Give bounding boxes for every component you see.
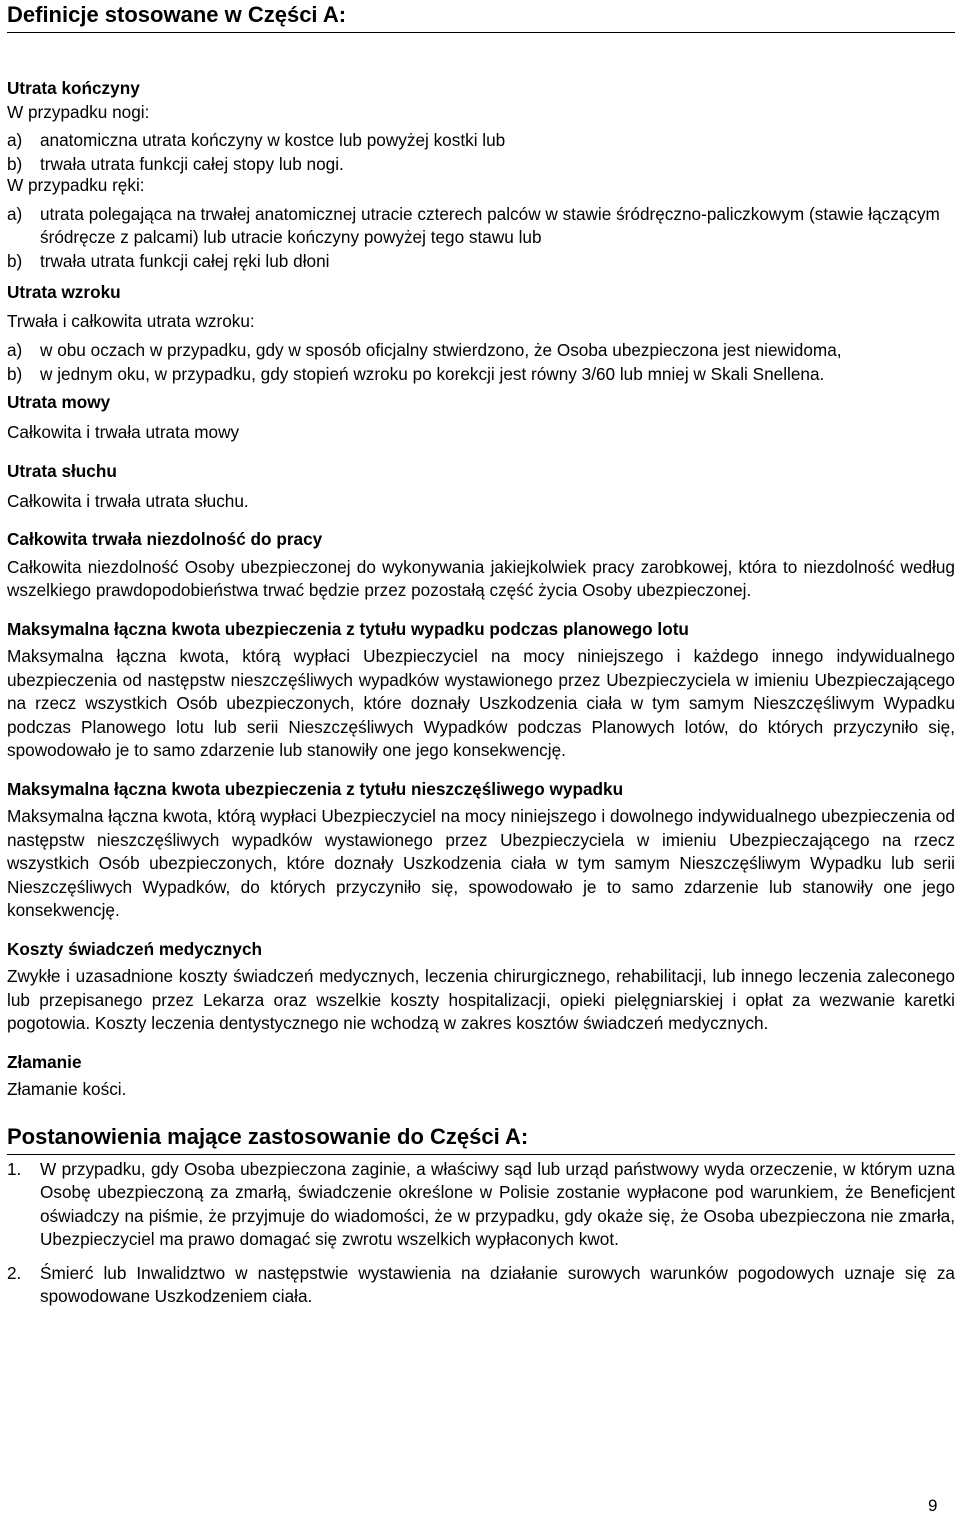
list-label: b) bbox=[7, 250, 23, 271]
list-text: utrata polegająca na trwałej anatomicznej utracie czterech palców w stawie śródręczno-paliczkowym (stawie łączącym śródręcze z palcami) lub utracie kończyny powyżej tego stawu lub bbox=[40, 203, 940, 247]
numbered-item bbox=[7, 1262, 955, 1309]
flight-title: Maksymalna łączna kwota ubezpieczenia z tytułu wypadku podczas planowego lotu bbox=[7, 618, 689, 639]
list-text: w jednym oku, w przypadku, gdy stopień wzroku po korekcji jest równy 3/60 lub mniej w Skali Snellena. bbox=[40, 363, 825, 384]
accident-title: Maksymalna łączna kwota ubezpieczenia z tytułu nieszczęśliwego wypadku bbox=[7, 778, 624, 799]
item-number: 1. bbox=[7, 1158, 22, 1179]
hand-intro: W przypadku ręki: bbox=[7, 175, 145, 195]
document-page bbox=[7, 0, 955, 1309]
list-label: b) bbox=[7, 363, 23, 384]
item-text: Śmierć lub Inwalidztwo w następstwie wystawienia na działanie surowych warunków pogodowych uznaje się za spowodowane Uszkodzeniem ciała. bbox=[40, 1262, 955, 1306]
list-label: a) bbox=[7, 203, 23, 224]
list-item bbox=[7, 203, 955, 250]
medical-title: Koszty świadczeń medycznych bbox=[7, 938, 263, 959]
disability-text: Całkowita niezdolność Osoby ubezpieczonej do wykonywania jakiejkolwiek pracy zarobkowej, która to niezdolność według wszelkiego prawdopodobieństwa trwać będzie przez pozostałą część życia Osoby ubezpieczonej. bbox=[7, 556, 955, 600]
speech-text: Całkowita i trwała utrata mowy bbox=[7, 421, 240, 442]
list-item bbox=[7, 339, 955, 363]
definitions-heading: Definicje stosowane w Części A: bbox=[7, 2, 347, 27]
list-label: a) bbox=[7, 130, 23, 150]
sight-intro: Trwała i całkowita utrata wzroku: bbox=[7, 310, 255, 331]
disability-title: Całkowita trwała niezdolność do pracy bbox=[7, 529, 323, 549]
list-text: trwała utrata funkcji całej stopy lub nogi. bbox=[40, 153, 344, 174]
list-item bbox=[7, 363, 955, 387]
list-item bbox=[7, 250, 955, 274]
limb-title: Utrata kończyny bbox=[7, 78, 140, 98]
numbered-item bbox=[7, 1158, 955, 1252]
hearing-text: Całkowita i trwała utrata słuchu. bbox=[7, 490, 249, 511]
list-item bbox=[7, 129, 955, 153]
accident-text: Maksymalna łączna kwota, którą wypłaci Ubezpieczyciel na mocy niniejszego i dowolnego indywidualnego ubezpieczenia od następstw nieszczęśliwych wypadków wystawionego przez Ubezpieczyciela w imieniu Ubezpieczającego na rzecz wszystkich Osób ubezpieczonych, które doznały Uszkodzenia ciała w tym samym Nieszczęśliwym Wypadku lub serii Nieszczęśliwych Wypadków, do których przyczyniło się, spowodowało je to samo zdarzenie lub stanowiły one jego konsekwencję. bbox=[7, 806, 955, 920]
list-text: trwała utrata funkcji całej ręki lub dłoni bbox=[40, 250, 330, 271]
heading-rule bbox=[7, 1154, 955, 1155]
list-text: anatomiczna utrata kończyny w kostce lub powyżej kostki lub bbox=[40, 130, 506, 150]
provisions-heading: Postanowienia mające zastosowanie do Części A: bbox=[7, 1123, 529, 1149]
speech-title: Utrata mowy bbox=[7, 392, 111, 412]
list-text: w obu oczach w przypadku, gdy w sposób oficjalny stwierdzono, że Osoba ubezpieczona jest niewidoma, bbox=[40, 340, 842, 360]
list-item bbox=[7, 153, 955, 177]
fracture-text: Złamanie kości. bbox=[7, 1079, 127, 1099]
list-label: b) bbox=[7, 153, 23, 174]
leg-intro: W przypadku nogi: bbox=[7, 101, 150, 122]
medical-text: Zwykłe i uzasadnione koszty świadczeń medycznych, leczenia chirurgicznego, rehabilitacji, lub innego leczenia zaleconego lub przepisanego przez Lekarza oraz wszelkie koszty hospitalizacji, opieki pielęgniarskiej i opłat za wezwanie karetki pogotowia. Koszty leczenia dentystycznego nie wchodzą w zakres kosztów świadczeń medycznych. bbox=[7, 966, 955, 1033]
item-text: W przypadku, gdy Osoba ubezpieczona zaginie, a właściwy sąd lub urząd państwowy wyda orzeczenie, w którym uzna Osobę ubezpieczoną za zmarłą, świadczenie określone w Polisie zostanie wypłacone pod warunkiem, że Beneficjent oświadczy na piśmie, że przyjmuje do wiadomości, że w przypadku, gdy okaże się, że Osoba ubezpieczona nie zmarła, Ubezpieczyciel ma prawo domagać się zwrotu wszelkich wypłaconych kwot. bbox=[40, 1158, 955, 1249]
sight-title: Utrata wzroku bbox=[7, 282, 121, 302]
list-label: a) bbox=[7, 340, 23, 360]
item-number: 2. bbox=[7, 1262, 22, 1283]
hearing-title: Utrata słuchu bbox=[7, 461, 117, 481]
flight-text: Maksymalna łączna kwota, którą wypłaci Ubezpieczyciel na mocy niniejszego i każdego innego indywidualnego ubezpieczenia od następstw nieszczęśliwych wypadków wystawionego przez Ubezpieczyciela w imieniu Ubezpieczającego na rzecz wszystkich Osób ubezpieczonych, które doznały Uszkodzenia ciała w tym samym Nieszczęśliwym Wypadku podczas Planowego lotu lub serii Nieszczęśliwych Wypadków podczas Planowych lotów, do których przyczyniło się, spowodowało je to samo zdarzenie lub stanowiły one jego konsekwencję. bbox=[7, 646, 955, 760]
fracture-title: Złamanie bbox=[7, 1051, 82, 1072]
heading-rule bbox=[7, 32, 955, 33]
page-number: 9 bbox=[928, 1496, 938, 1515]
